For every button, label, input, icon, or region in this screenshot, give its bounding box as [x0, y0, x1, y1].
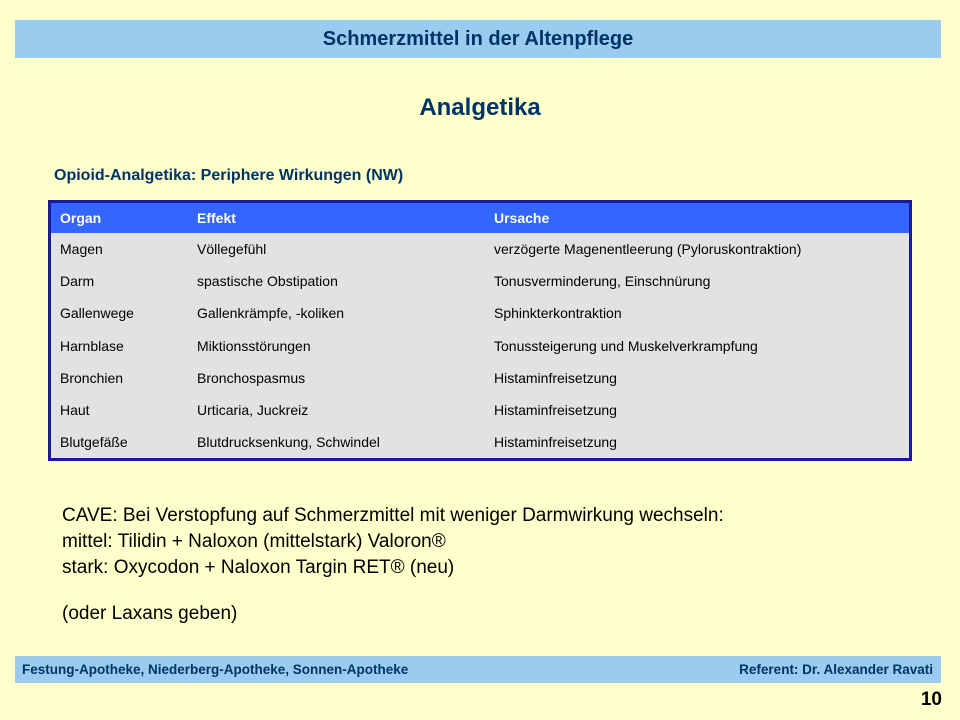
table-row: [51, 426, 909, 458]
cell-effekt: Urticaria, Juckreiz: [197, 402, 309, 419]
cell-ursache: verzögerte Magenentleerung (Pyloruskontraktion): [494, 241, 802, 258]
cell-effekt: Völlegefühl: [197, 241, 267, 258]
table-subtitle: Opioid-Analgetika: Periphere Wirkungen (NW): [54, 167, 404, 184]
column-header-effekt: Effekt: [197, 210, 236, 226]
cell-ursache: Histaminfreisetzung: [494, 402, 617, 419]
effects-table: [48, 200, 912, 461]
laxans-note: (oder Laxans geben): [62, 603, 238, 624]
cell-ursache: Histaminfreisetzung: [494, 434, 617, 451]
cell-effekt: spastische Obstipation: [197, 273, 338, 290]
column-header-organ: Organ: [60, 210, 102, 226]
footer-bar: [15, 656, 941, 683]
column-header-ursache: Ursache: [494, 210, 550, 226]
table-row: [51, 297, 909, 329]
cave-line: stark: Oxycodon + Naloxon Targin RET® (neu): [62, 557, 455, 578]
cell-ursache: Tonusverminderung, Einschnürung: [494, 273, 711, 290]
cell-organ: Blutgefäße: [60, 434, 128, 451]
cell-effekt: Bronchospasmus: [197, 369, 306, 386]
table-row: [51, 265, 909, 297]
cell-organ: Haut: [60, 402, 90, 419]
table-row: [51, 362, 909, 394]
table-header-row: [51, 203, 909, 233]
cell-organ: Gallenwege: [60, 305, 134, 322]
footer-speaker: Referent: Dr. Alexander Ravati: [739, 662, 933, 677]
cave-line: mittel: Tilidin + Naloxon (mittelstark) Valoron®: [62, 531, 446, 552]
cell-ursache: Histaminfreisetzung: [494, 369, 617, 386]
table-row: [51, 330, 909, 362]
cave-line: CAVE: Bei Verstopfung auf Schmerzmittel mit weniger Darmwirkung wechseln:: [62, 505, 724, 526]
table-row: [51, 233, 909, 265]
header-title: Schmerzmittel in der Altenpflege: [322, 27, 634, 50]
cell-organ: Darm: [60, 273, 95, 290]
page-title: Analgetika: [419, 94, 541, 121]
cell-effekt: Blutdrucksenkung, Schwindel: [197, 434, 380, 451]
cell-effekt: Miktionsstörungen: [197, 337, 311, 354]
cell-organ: Magen: [60, 241, 103, 258]
cell-ursache: Tonussteigerung und Muskelverkrampfung: [494, 337, 758, 354]
header-bar: [15, 20, 941, 58]
table-row: [51, 394, 909, 426]
cave-note: [62, 503, 724, 581]
page-number: 10: [920, 689, 942, 710]
cell-organ: Bronchien: [60, 369, 124, 386]
footer-pharmacies: Festung-Apotheke, Niederberg-Apotheke, Sonnen-Apotheke: [22, 662, 409, 677]
cell-effekt: Gallenkrämpfe, -koliken: [197, 305, 345, 322]
cell-ursache: Sphinkterkontraktion: [494, 305, 622, 322]
cell-organ: Harnblase: [60, 337, 124, 354]
